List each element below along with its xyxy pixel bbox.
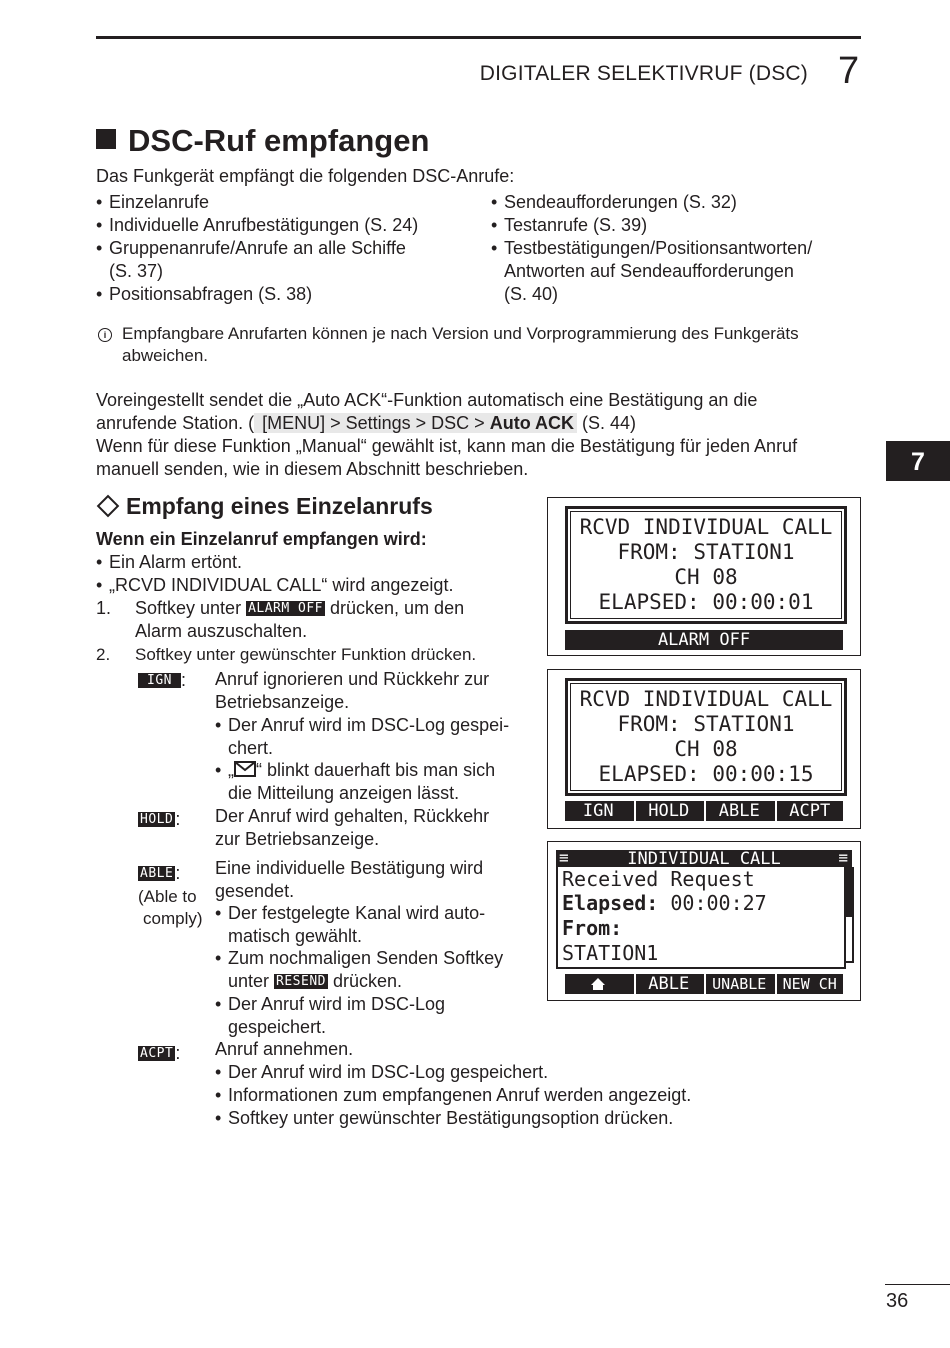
lcd-line: CH 08	[674, 737, 738, 761]
ign-bullet-cont: chert.	[228, 738, 274, 758]
lcd-display	[565, 678, 847, 796]
ign-bullet-part: “ blinkt dauerhaft bis man sich	[256, 760, 496, 780]
lcd-title-bar	[556, 850, 852, 867]
list-item-cont: Antworten auf Sendeaufforderungen	[504, 261, 794, 281]
lcd-line: ELAPSED: 00:00:15	[598, 762, 814, 786]
able-bullet: • Zum nochmaligen Senden Softkey	[228, 947, 503, 970]
lcd-line: FROM: STATION1	[617, 712, 795, 736]
list-item-cont: (S. 37)	[109, 261, 164, 281]
acpt-key: ACPT	[140, 1046, 174, 1061]
resend-key: RESEND	[276, 974, 326, 989]
lcd-softkey-bar	[565, 630, 843, 650]
lcd-content	[556, 867, 846, 969]
step-text: Alarm auszuschalten.	[135, 621, 308, 641]
paragraph-text: (S. 44)	[577, 413, 637, 433]
softkey-home[interactable]	[565, 974, 632, 994]
step-number: 1.	[96, 598, 112, 618]
lcd-screen-2	[547, 669, 861, 829]
info-icon	[98, 325, 112, 343]
menu-icon: ≡	[838, 848, 848, 867]
lcd-line: Received Request	[562, 867, 755, 891]
header-rule	[96, 36, 861, 39]
softkey-alarm-off[interactable]: ALARM OFF	[565, 630, 843, 650]
lcd-elapsed	[562, 891, 767, 915]
able-bullet: • Der festgelegte Kanal wird auto-	[228, 902, 485, 925]
hold-key: HOLD	[140, 812, 174, 827]
list-item: • Sendeaufforderungen (S. 32)	[504, 191, 737, 214]
square-bullet-icon	[96, 129, 116, 149]
hold-text: Der Anruf wird gehalten, Rückkehr	[215, 806, 490, 826]
softkey-able[interactable]: ABLE	[634, 974, 703, 994]
softkey-able[interactable]: ABLE	[704, 801, 773, 821]
able-text: Eine individuelle Bestätigung wird	[215, 858, 484, 878]
step-number: 2.	[96, 645, 111, 664]
step-text	[135, 597, 464, 620]
list-item: • Ein Alarm ertönt.	[109, 551, 242, 574]
list-item: • Einzelanrufe	[109, 191, 209, 214]
acpt-bullet: • Informationen zum empfangenen Anruf werden angezeigt.	[228, 1084, 691, 1107]
lcd-line: RCVD INDIVIDUAL CALL	[579, 515, 833, 539]
able-note: comply)	[143, 909, 203, 928]
page-number: 36	[886, 1290, 909, 1312]
able-key-label: ABLE :	[140, 863, 181, 883]
subsection-title-text: Empfang eines Einzelanrufs	[126, 493, 433, 519]
lcd-softkey-bar	[565, 801, 843, 821]
list-item: • Positionsabfragen (S. 38)	[109, 283, 312, 306]
step-text-part: drücken, um den	[325, 598, 465, 618]
lcd-screen-3	[547, 841, 861, 1001]
ign-bullet: • Der Anruf wird im DSC-Log gespei-	[228, 714, 509, 737]
ign-bullet-part: „	[228, 760, 234, 780]
elapsed-label: Elapsed:	[562, 891, 659, 915]
hold-text: zur Betriebsanzeige.	[215, 829, 380, 849]
list-item: • „RCVD INDIVIDUAL CALL“ wird angezeigt.	[109, 574, 453, 597]
section-title-text: DSC-Ruf empfangen	[128, 123, 430, 158]
softkey-unable[interactable]: UNABLE	[704, 974, 773, 994]
able-bullet-part: unter	[228, 971, 275, 991]
chapter-title: DIGITALER SELEKTIVRUF (DSC)	[479, 62, 808, 85]
note-line: abweichen.	[122, 346, 209, 365]
list-item: • Gruppenanrufe/Anrufe an alle Schiffe	[109, 237, 406, 260]
list-item: • Individuelle Anrufbestätigungen (S. 24)	[109, 214, 418, 237]
ign-key-label: IGN :	[138, 669, 186, 692]
chapter-tab: 7	[886, 441, 950, 481]
softkey-new-ch[interactable]: NEW CH	[775, 974, 844, 994]
ign-text: Betriebsanzeige.	[215, 692, 350, 712]
intro-text: Das Funkgerät empfängt die folgenden DSC-Anrufe:	[96, 166, 515, 186]
list-item: • Testanrufe (S. 39)	[504, 214, 647, 237]
paragraph-line: manuell senden, wie in diesem Abschnitt beschrieben.	[96, 459, 529, 479]
lcd-line: FROM: STATION1	[617, 540, 795, 564]
lcd-scrollbar[interactable]	[844, 867, 854, 963]
ign-bullet	[228, 759, 495, 782]
envelope-icon	[234, 761, 256, 777]
page-number-rule	[885, 1284, 950, 1285]
paragraph-text: anrufende Station. (	[96, 413, 255, 433]
diamond-icon	[97, 495, 120, 518]
menu-icon: ≡	[559, 848, 569, 867]
softkey-hold[interactable]: HOLD	[634, 801, 703, 821]
softkey-acpt[interactable]: ACPT	[775, 801, 844, 821]
acpt-bullet: • Der Anruf wird im DSC-Log gespeichert.	[228, 1061, 548, 1084]
acpt-text: Anruf annehmen.	[215, 1039, 354, 1059]
lcd-display	[565, 506, 847, 624]
lcd-softkey-bar	[565, 974, 843, 994]
step-text: Softkey unter gewünschter Funktion drücken.	[135, 645, 477, 664]
lcd-from-label: From:	[562, 916, 623, 940]
lcd-line: RCVD INDIVIDUAL CALL	[579, 687, 833, 711]
menu-path	[254, 413, 577, 433]
paragraph-line	[96, 412, 636, 435]
able-bullet-cont	[228, 970, 402, 993]
able-key: ABLE	[140, 866, 174, 881]
lcd-scroll-thumb[interactable]	[846, 869, 852, 917]
able-bullet-cont: gespeichert.	[228, 1017, 327, 1037]
able-bullet: • Der Anruf wird im DSC-Log	[228, 993, 445, 1016]
ign-text: Anruf ignorieren und Rückkehr zur	[215, 669, 490, 689]
ign-key: IGN	[138, 673, 181, 688]
subsection-title	[96, 493, 433, 520]
lcd-station: STATION1	[562, 941, 659, 965]
section-title	[96, 123, 429, 159]
alarm-off-key: ALARM OFF	[248, 601, 324, 616]
lcd-screen-1	[547, 497, 861, 656]
lcd-line: CH 08	[674, 565, 738, 589]
info-icon-glyph: i	[98, 328, 112, 342]
when-label: Wenn ein Einzelanruf empfangen wird:	[96, 529, 427, 549]
menu-path-bold: Auto ACK	[489, 413, 575, 433]
chapter-number: 7	[838, 50, 860, 92]
acpt-bullet: • Softkey unter gewünschter Bestätigungsoption drücken.	[228, 1107, 673, 1130]
step-text-part: Softkey unter	[135, 598, 247, 618]
list-item: • Testbestätigungen/Positionsantworten/	[504, 237, 812, 260]
lcd-title: INDIVIDUAL CALL	[627, 849, 781, 869]
list-item-cont: (S. 40)	[504, 284, 559, 304]
able-bullet-part: drücken.	[328, 971, 403, 991]
able-text: gesendet.	[215, 881, 295, 901]
ign-bullet-cont: die Mitteilung anzeigen lässt.	[228, 783, 460, 803]
acpt-key-label: ACPT :	[140, 1043, 181, 1063]
menu-path-text: [MENU] > Settings > DSC >	[257, 413, 490, 433]
lcd-line: ELAPSED: 00:00:01	[598, 590, 814, 614]
softkey-ign[interactable]: IGN	[565, 801, 632, 821]
note-line: Empfangbare Anrufarten können je nach Version und Vorprogrammierung des Funkgeräts	[122, 324, 799, 343]
paragraph-line: Wenn für diese Funktion „Manual“ gewählt ist, kann man die Bestätigung für jeden Anruf	[96, 436, 798, 456]
home-icon	[590, 977, 606, 991]
hold-key-label: HOLD :	[140, 809, 181, 829]
able-note: (Able to	[138, 887, 197, 906]
paragraph-line: Voreingestellt sendet die „Auto ACK“-Funktion automatisch eine Bestätigung an die	[96, 390, 758, 410]
elapsed-value: 00:00:27	[670, 891, 767, 915]
able-bullet-cont: matisch gewählt.	[228, 926, 363, 946]
